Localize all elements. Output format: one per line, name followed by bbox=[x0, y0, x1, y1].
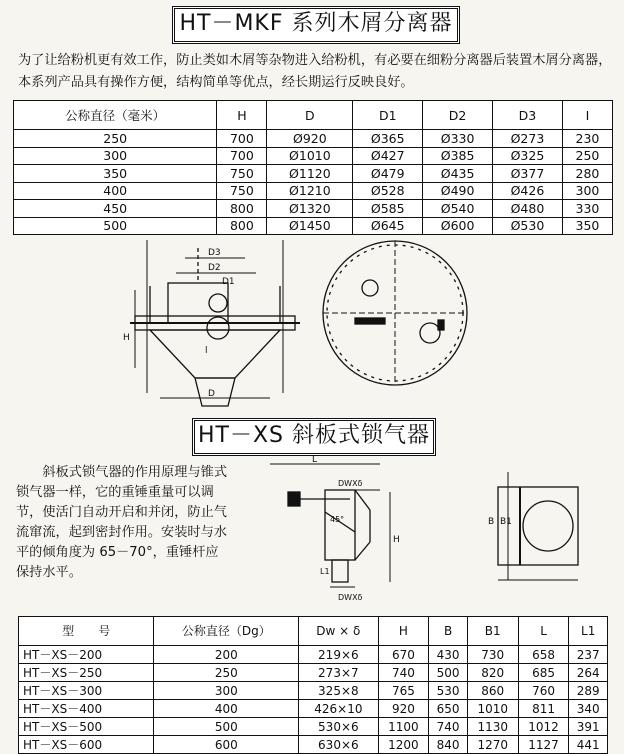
table-row bbox=[14, 182, 613, 200]
table-cell: 330 bbox=[562, 200, 612, 218]
label-d3: D3 bbox=[208, 248, 221, 258]
label-l: L bbox=[312, 455, 318, 465]
table-cell: Ø528 bbox=[353, 182, 423, 200]
label-angle: 45° bbox=[330, 515, 345, 524]
table-cell: 450 bbox=[14, 200, 217, 218]
label-dwx-top: DWXδ bbox=[338, 479, 363, 488]
table-cell: HT－XS－400 bbox=[19, 700, 154, 718]
table-cell: Ø1450 bbox=[267, 217, 353, 235]
lock-valve-side-view bbox=[270, 464, 390, 587]
table-cell: 800 bbox=[217, 200, 267, 218]
table-cell: 300 bbox=[562, 182, 612, 200]
table-row bbox=[14, 147, 613, 165]
table-cell: 650 bbox=[429, 700, 468, 718]
table-cell: Ø585 bbox=[353, 200, 423, 218]
table-cell: Ø1120 bbox=[267, 165, 353, 183]
table-cell: 1127 bbox=[518, 736, 569, 754]
table-cell: Ø540 bbox=[423, 200, 493, 218]
table-cell: 670 bbox=[378, 646, 429, 664]
section1-intro: 为了让给粉机更有效工作，防止类如木屑等杂物进入给粉机，有必要在细粉分离器后装置木屑分离器，本系列产品具有操作方便，结构简单等优点，经长期运行反映良好。 bbox=[18, 53, 612, 90]
table-cell: 391 bbox=[569, 718, 608, 736]
table-cell: 1010 bbox=[467, 700, 518, 718]
table-row bbox=[19, 718, 608, 736]
table-cell: Ø530 bbox=[493, 217, 563, 235]
table-cell: 350 bbox=[562, 217, 612, 235]
table-row bbox=[14, 165, 613, 183]
table-cell: Ø325 bbox=[493, 147, 563, 165]
column-header: L bbox=[518, 617, 569, 646]
label-dwx-bottom: DWXδ bbox=[338, 593, 363, 602]
column-header: I bbox=[562, 101, 612, 130]
table-cell: 1100 bbox=[378, 718, 429, 736]
table-cell: 658 bbox=[518, 646, 569, 664]
table-cell: 300 bbox=[14, 147, 217, 165]
table-cell: 1012 bbox=[518, 718, 569, 736]
table-cell: Ø330 bbox=[423, 130, 493, 148]
column-header: B1 bbox=[467, 617, 518, 646]
table-row bbox=[19, 664, 608, 682]
table-cell: 760 bbox=[518, 682, 569, 700]
table-cell: 740 bbox=[429, 718, 468, 736]
table-cell: 430 bbox=[429, 646, 468, 664]
table-cell: 441 bbox=[569, 736, 608, 754]
table-cell: HT－XS－300 bbox=[19, 682, 154, 700]
table-row bbox=[19, 682, 608, 700]
table-cell: 200 bbox=[154, 646, 299, 664]
column-header: D2 bbox=[423, 101, 493, 130]
table-header-row bbox=[19, 617, 608, 646]
lock-valve-diagram bbox=[230, 452, 620, 612]
table-cell: 700 bbox=[217, 147, 267, 165]
table-cell: 765 bbox=[378, 682, 429, 700]
table-cell: 685 bbox=[518, 664, 569, 682]
column-header: D3 bbox=[493, 101, 563, 130]
label-l1: L1 bbox=[320, 567, 330, 576]
table-cell: Ø1010 bbox=[267, 147, 353, 165]
table-cell: Ø385 bbox=[423, 147, 493, 165]
table-cell: 730 bbox=[467, 646, 518, 664]
table-cell: 750 bbox=[217, 165, 267, 183]
table-row bbox=[19, 700, 608, 718]
table-cell: Ø479 bbox=[353, 165, 423, 183]
column-header: 型 号 bbox=[19, 617, 154, 646]
table-cell: 273×7 bbox=[299, 664, 378, 682]
table-cell: 400 bbox=[14, 182, 217, 200]
column-header: L1 bbox=[569, 617, 608, 646]
lock-valve-spec-table bbox=[18, 616, 608, 754]
column-header: D1 bbox=[353, 101, 423, 130]
table-cell: Ø645 bbox=[353, 217, 423, 235]
table-cell: HT－XS－500 bbox=[19, 718, 154, 736]
label-h: H bbox=[123, 333, 130, 343]
table-cell: 1130 bbox=[467, 718, 518, 736]
table-cell: 800 bbox=[217, 217, 267, 235]
table-cell: Ø435 bbox=[423, 165, 493, 183]
table-row bbox=[19, 646, 608, 664]
label-h: H bbox=[393, 535, 400, 545]
table-cell: 1270 bbox=[467, 736, 518, 754]
table-cell: 840 bbox=[429, 736, 468, 754]
label-b: B bbox=[488, 517, 495, 527]
table-cell: 230 bbox=[562, 130, 612, 148]
table-cell: 811 bbox=[518, 700, 569, 718]
column-header: 公称直径（Dg） bbox=[154, 617, 299, 646]
table-cell: HT－XS－200 bbox=[19, 646, 154, 664]
table-cell: 300 bbox=[154, 682, 299, 700]
table-cell: 325×8 bbox=[299, 682, 378, 700]
table-cell: 740 bbox=[378, 664, 429, 682]
table-cell: Ø490 bbox=[423, 182, 493, 200]
table-cell: HT－XS－600 bbox=[19, 736, 154, 754]
table-cell: 500 bbox=[154, 718, 299, 736]
table-cell: Ø427 bbox=[353, 147, 423, 165]
table-cell: Ø1320 bbox=[267, 200, 353, 218]
table-cell: Ø377 bbox=[493, 165, 563, 183]
table-cell: Ø426 bbox=[493, 182, 563, 200]
separator-top-view bbox=[323, 241, 467, 385]
section2-title: HT－XS 斜板式锁气器 bbox=[192, 418, 436, 456]
column-header: D bbox=[267, 101, 353, 130]
column-header: 公称直径（毫米） bbox=[14, 101, 217, 130]
table-cell: HT－XS－250 bbox=[19, 664, 154, 682]
table-row bbox=[14, 130, 613, 148]
table-cell: 820 bbox=[467, 664, 518, 682]
section2-description: 斜板式锁气器的作用原理与锥式锁气器一样，它的重锤重量可以调节，使活门自动开启和并闭，防止气流窜流，起到密封作用。安装时与水平的倾角度为 65－70°，重锤杆应保持水平。 bbox=[16, 465, 228, 580]
table-cell: 630×6 bbox=[299, 736, 378, 754]
table-cell: 280 bbox=[562, 165, 612, 183]
table-cell: 750 bbox=[217, 182, 267, 200]
table-header-row bbox=[14, 101, 613, 130]
table-cell: 1200 bbox=[378, 736, 429, 754]
table-cell: 500 bbox=[14, 217, 217, 235]
table-cell: 264 bbox=[569, 664, 608, 682]
label-d1: D1 bbox=[222, 277, 235, 287]
table-cell: 289 bbox=[569, 682, 608, 700]
table-cell: 700 bbox=[217, 130, 267, 148]
table-cell: 600 bbox=[154, 736, 299, 754]
label-b1: B1 bbox=[500, 517, 512, 527]
column-header: B bbox=[429, 617, 468, 646]
separator-spec-table bbox=[13, 100, 613, 235]
label-d: D bbox=[208, 389, 215, 399]
table-cell: Ø1210 bbox=[267, 182, 353, 200]
table-cell: 860 bbox=[467, 682, 518, 700]
table-cell: 920 bbox=[378, 700, 429, 718]
section1-title: HT－MKF 系列木屑分离器 bbox=[172, 6, 460, 44]
table-cell: 530×6 bbox=[299, 718, 378, 736]
table-cell: Ø273 bbox=[493, 130, 563, 148]
table-cell: Ø920 bbox=[267, 130, 353, 148]
table-cell: Ø600 bbox=[423, 217, 493, 235]
table-cell: 340 bbox=[569, 700, 608, 718]
separator-diagram bbox=[0, 228, 624, 418]
column-header: H bbox=[217, 101, 267, 130]
table-cell: 250 bbox=[562, 147, 612, 165]
table-cell: 250 bbox=[154, 664, 299, 682]
label-l: l bbox=[205, 346, 208, 356]
table-cell: 400 bbox=[154, 700, 299, 718]
column-header: H bbox=[378, 617, 429, 646]
table-cell: Ø480 bbox=[493, 200, 563, 218]
table-cell: 426×10 bbox=[299, 700, 378, 718]
table-cell: 350 bbox=[14, 165, 217, 183]
table-cell: 500 bbox=[429, 664, 468, 682]
table-cell: 530 bbox=[429, 682, 468, 700]
table-row bbox=[14, 200, 613, 218]
table-cell: Ø365 bbox=[353, 130, 423, 148]
label-d2: D2 bbox=[208, 263, 221, 273]
table-cell: 219×6 bbox=[299, 646, 378, 664]
table-cell: 237 bbox=[569, 646, 608, 664]
table-cell: 250 bbox=[14, 130, 217, 148]
column-header: Dw × δ bbox=[299, 617, 378, 646]
